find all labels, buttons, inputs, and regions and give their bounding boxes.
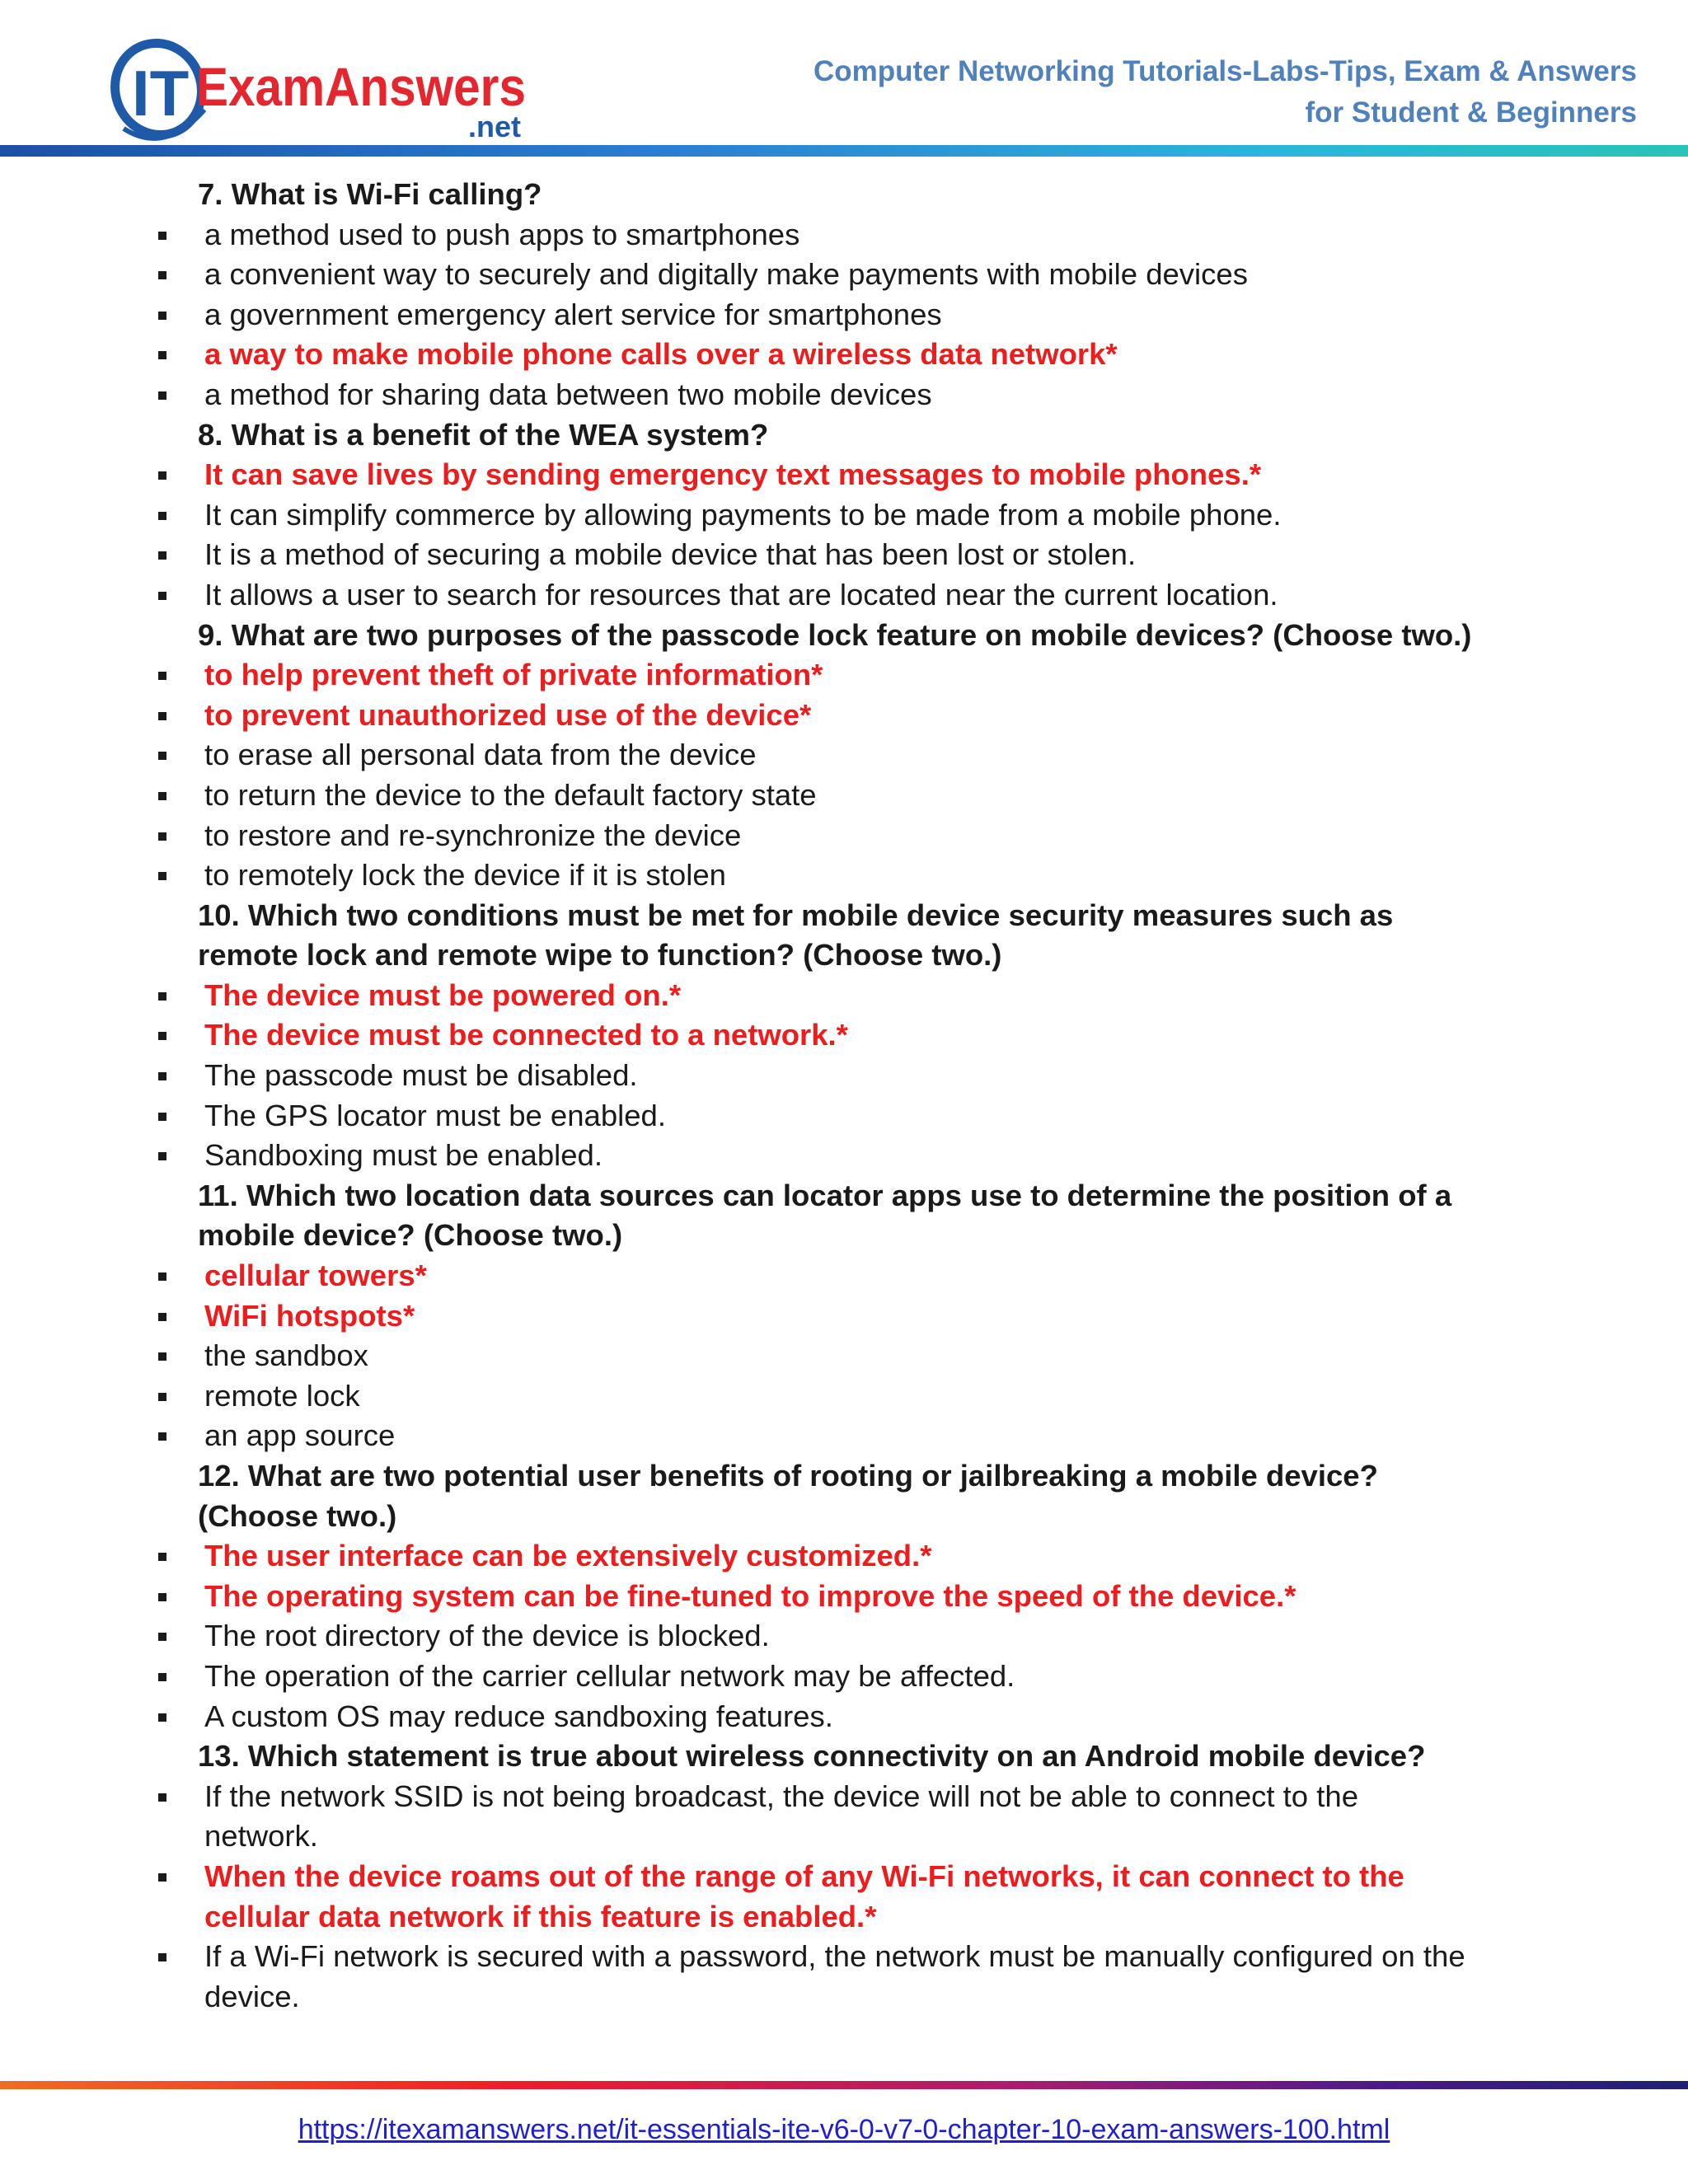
correct-answer-item: cellular towers* bbox=[157, 1256, 1475, 1296]
answer-item: to restore and re-synchronize the device bbox=[157, 816, 1475, 856]
answer-item: A custom OS may reduce sandboxing features. bbox=[157, 1697, 1475, 1737]
correct-answer-item: The device must be connected to a network.* bbox=[157, 1015, 1475, 1056]
answer-item: a government emergency alert service for smartphones bbox=[157, 295, 1475, 335]
answer-item: a convenient way to securely and digitally make payments with mobile devices bbox=[157, 255, 1475, 295]
answer-item: remote lock bbox=[157, 1376, 1475, 1417]
answer-item: to remotely lock the device if it is stolen bbox=[157, 855, 1475, 896]
correct-answer-item: a way to make mobile phone calls over a wireless data network* bbox=[157, 335, 1475, 375]
logo-it-text: IT bbox=[132, 57, 190, 129]
correct-answer-item: It can save lives by sending emergency text messages to mobile phones.* bbox=[157, 455, 1475, 495]
answer-item: The operation of the carrier cellular network may be affected. bbox=[157, 1657, 1475, 1697]
logo-graphic bbox=[107, 31, 552, 147]
answer-item: a method for sharing data between two mobile devices bbox=[157, 375, 1475, 415]
answer-list bbox=[157, 976, 1475, 1176]
answer-item: to return the device to the default factory state bbox=[157, 776, 1475, 816]
question-title: 10. Which two conditions must be met for mobile device security measures such as remote lock and remote wipe to function? (Choose two.) bbox=[198, 898, 1394, 972]
site-logo[interactable] bbox=[107, 31, 552, 147]
answer-list bbox=[157, 1777, 1475, 2018]
correct-answer-item: to help prevent theft of private information* bbox=[157, 655, 1475, 696]
answer-item: The root directory of the device is blocked. bbox=[157, 1616, 1475, 1657]
question-title: 8. What is a benefit of the WEA system? bbox=[198, 417, 769, 452]
tagline-line-1: Computer Networking Tutorials-Labs-Tips, Exam & Answers bbox=[814, 55, 1637, 87]
answer-list bbox=[157, 455, 1475, 615]
answer-item: The passcode must be disabled. bbox=[157, 1056, 1475, 1096]
question-title: 11. Which two location data sources can locator apps use to determine the position of a mobile device? (Choose two.) bbox=[198, 1178, 1452, 1253]
site-tagline bbox=[814, 51, 1637, 134]
correct-answer-item: The user interface can be extensively customized.* bbox=[157, 1536, 1475, 1577]
correct-answer-item: WiFi hotspots* bbox=[157, 1296, 1475, 1337]
answer-item: It allows a user to search for resources that are located near the current location. bbox=[157, 575, 1475, 616]
question-title: 12. What are two potential user benefits of rooting or jailbreaking a mobile device? (Choose two.) bbox=[198, 1459, 1378, 1533]
answer-item: Sandboxing must be enabled. bbox=[157, 1136, 1475, 1176]
correct-answer-item: When the device roams out of the range of any Wi-Fi networks, it can connect to the cellular data network if this feature is enabled.* bbox=[157, 1857, 1475, 1937]
question-title: 7. What is Wi-Fi calling? bbox=[198, 177, 542, 211]
page-header bbox=[0, 0, 1688, 157]
question-title: 13. Which statement is true about wireless connectivity on an Android mobile device? bbox=[198, 1739, 1426, 1774]
answer-list bbox=[157, 655, 1475, 896]
correct-answer-item: The operating system can be fine-tuned to improve the speed of the device.* bbox=[157, 1577, 1475, 1617]
answer-item: to erase all personal data from the device bbox=[157, 735, 1475, 776]
answer-item: an app source bbox=[157, 1416, 1475, 1456]
source-url-link[interactable]: https://itexamanswers.net/it-essentials-ite-v6-0-v7-0-chapter-10-exam-answers-100.html bbox=[298, 2114, 1390, 2145]
logo-suffix-text: .net bbox=[468, 110, 522, 143]
correct-answer-item: to prevent unauthorized use of the device* bbox=[157, 696, 1475, 736]
question-title: 9. What are two purposes of the passcode lock feature on mobile devices? (Choose two.) bbox=[198, 617, 1472, 652]
correct-answer-item: The device must be powered on.* bbox=[157, 976, 1475, 1016]
answer-item: If a Wi-Fi network is secured with a password, the network must be manually configured on the device. bbox=[157, 1937, 1475, 2017]
tagline-line-2: for Student & Beginners bbox=[1305, 96, 1637, 129]
answer-item: It can simplify commerce by allowing payments to be made from a mobile phone. bbox=[157, 495, 1475, 536]
answer-item: the sandbox bbox=[157, 1336, 1475, 1376]
answer-item: a method used to push apps to smartphones bbox=[157, 215, 1475, 255]
answer-list bbox=[157, 215, 1475, 415]
answer-item: If the network SSID is not being broadcast, the device will not be able to connect to the network. bbox=[157, 1777, 1475, 1857]
answer-item: The GPS locator must be enabled. bbox=[157, 1096, 1475, 1137]
exam-content bbox=[157, 175, 1475, 2017]
answer-item: It is a method of securing a mobile device that has been lost or stolen. bbox=[157, 535, 1475, 575]
page-footer bbox=[0, 2114, 1688, 2146]
answer-list bbox=[157, 1536, 1475, 1736]
footer-divider bbox=[0, 2081, 1688, 2089]
header-divider bbox=[0, 145, 1688, 157]
logo-brand-text: ExamAnswers bbox=[196, 56, 526, 117]
answer-list bbox=[157, 1256, 1475, 1456]
